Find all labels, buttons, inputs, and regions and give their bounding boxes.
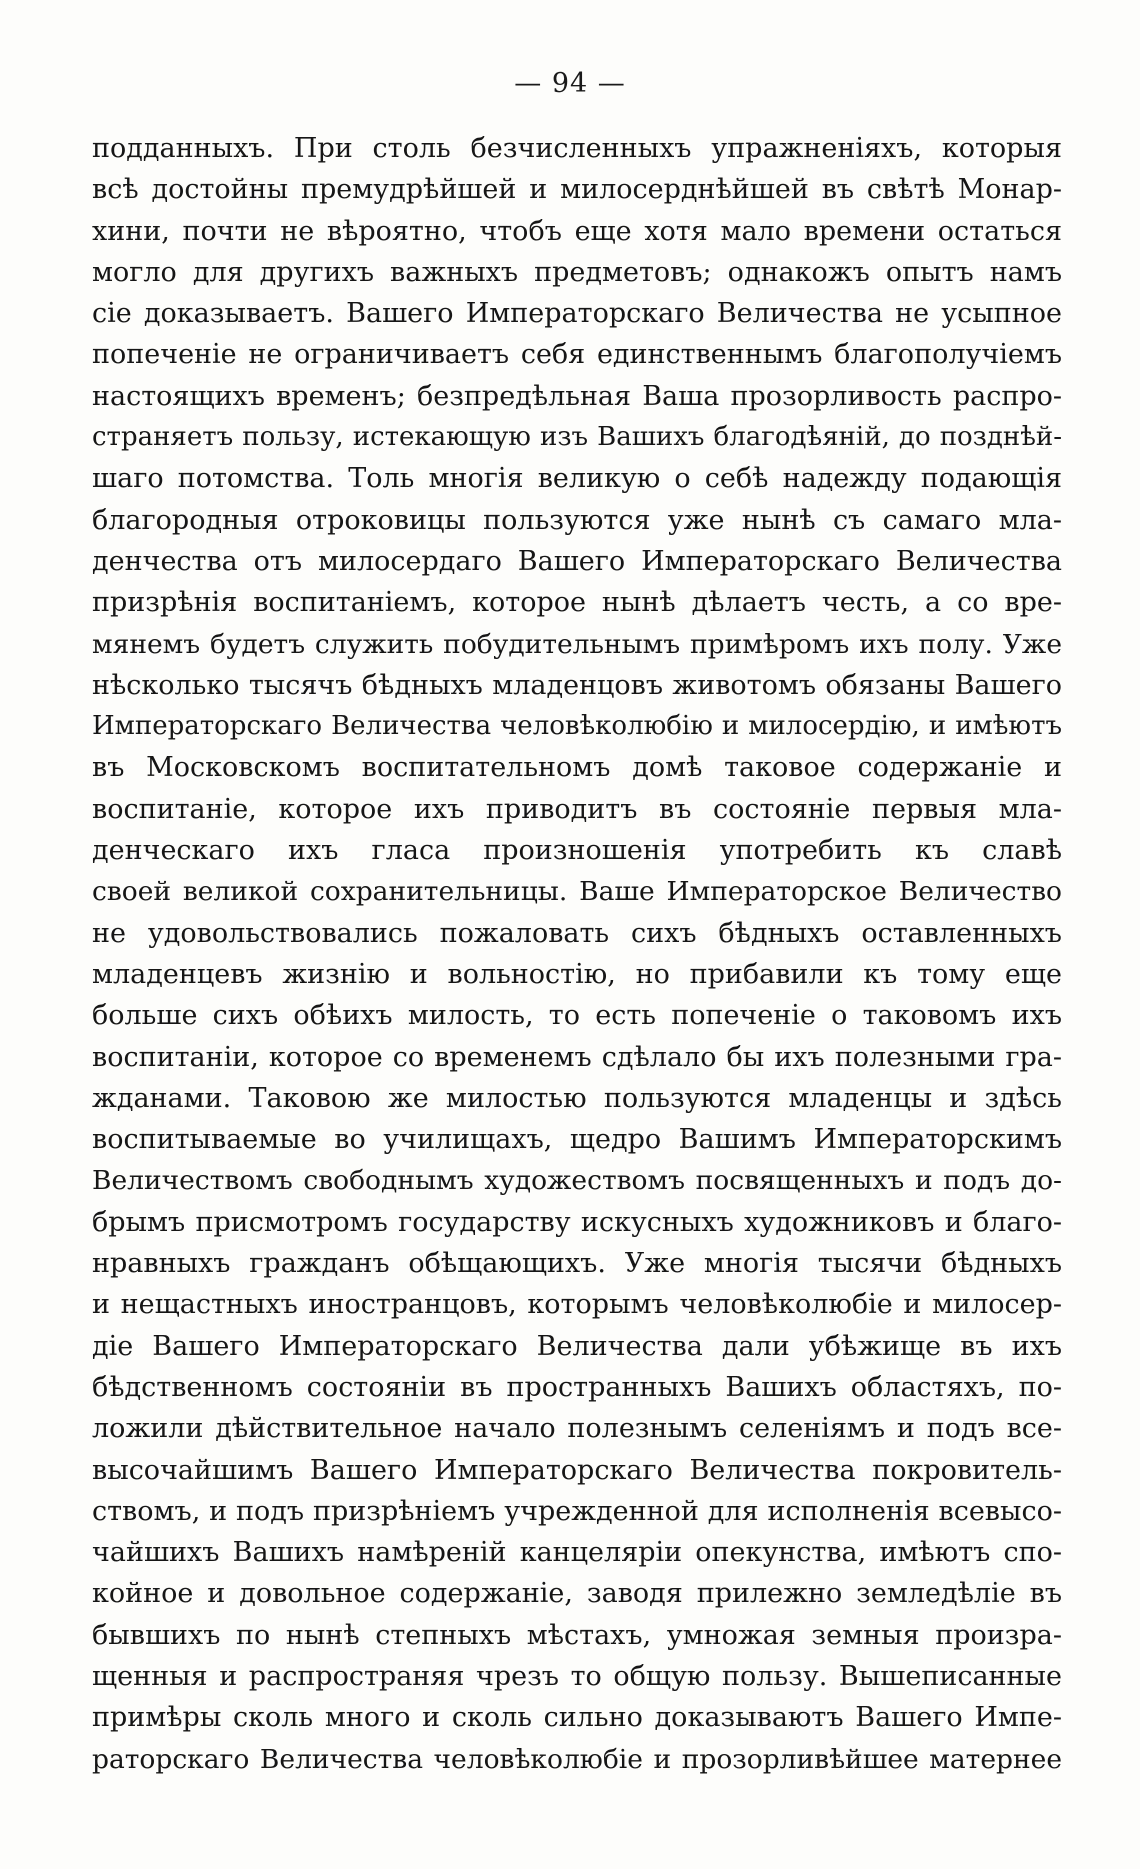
text-line: ствомъ, и подъ призрѣніемъ учрежденной для исполненія всевысо- — [92, 1495, 1062, 1527]
text-line: примѣры сколь много и сколь сильно доказываютъ Вашего Импе- — [92, 1702, 1062, 1734]
text-line: настоящихъ временъ; безпредѣльная Ваша прозорливость распро- — [92, 380, 1062, 412]
text-line: воспитаніе, которое ихъ приводитъ въ состояніе первыя мла- — [92, 793, 1062, 825]
text-line: и нещастныхъ иностранцовъ, которымъ человѣколюбіе и милосер- — [92, 1289, 1062, 1321]
text-line: призрѣнія воспитаніемъ, которое нынѣ дѣлаетъ честь, а со вре- — [92, 587, 1062, 619]
text-line: Величествомъ свободнымъ художествомъ посвященныхъ и подъ до- — [92, 1165, 1062, 1197]
text-line: денчества отъ милосердаго Вашего Императорскаго Величества — [92, 545, 1062, 577]
text-line: своей великой сохранительницы. Ваше Императорское Величество — [92, 876, 1062, 908]
text-line: въ Московскомъ воспитательномъ домѣ таковое содержаніе и — [92, 752, 1062, 784]
text-line: раторскаго Величества человѣколюбіе и прозорливѣйшее матернее — [92, 1743, 1062, 1775]
body-text — [92, 128, 1062, 1780]
text-line: шаго потомства. Толь многія великую о себѣ надежду подающія — [92, 463, 1062, 495]
text-line: воспитаніи, которое со временемъ сдѣлало бы ихъ полезными гра- — [92, 1041, 1062, 1073]
text-line: сіе доказываетъ. Вашего Императорскаго Величества не усыпное — [92, 298, 1062, 330]
page-number: — 94 — — [514, 68, 626, 99]
text-line: нѣсколько тысячъ бѣдныхъ младенцовъ животомъ обязаны Вашего — [92, 669, 1062, 701]
text-line: брымъ присмотромъ государству искусныхъ художниковъ и благо- — [92, 1206, 1062, 1238]
text-line: попеченіе не ограничиваетъ себя единственнымъ благополучіемъ — [92, 339, 1062, 371]
text-line: высочайшимъ Вашего Императорскаго Величества покровитель- — [92, 1454, 1062, 1486]
text-line: мянемъ будетъ служить побудительнымъ примѣромъ ихъ полу. Уже — [92, 628, 1062, 660]
text-line: не удовольствовались пожаловать сихъ бѣдныхъ оставленныхъ — [92, 917, 1062, 949]
text-line: діе Вашего Императорскаго Величества дали убѣжище въ ихъ — [92, 1330, 1062, 1362]
text-line: подданныхъ. При столь безчисленныхъ упражненіяхъ, которыя — [92, 133, 1062, 164]
text-line: нравныхъ гражданъ обѣщающихъ. Уже многія тысячи бѣдныхъ — [92, 1248, 1062, 1280]
text-line: денческаго ихъ гласа произношенія употребить къ славѣ — [92, 835, 1062, 867]
text-line: Императорскаго Величества человѣколюбію и милосердію, и имѣютъ — [92, 711, 1062, 742]
text-line: чайшихъ Вашихъ намѣреній канцеляріи опекунства, имѣютъ спо- — [92, 1537, 1062, 1569]
text-line: воспитываемые во училищахъ, щедро Вашимъ Императорскимъ — [92, 1124, 1062, 1156]
text-line: могло для другихъ важныхъ предметовъ; однакожъ опытъ намъ — [92, 256, 1062, 288]
text-line: койное и довольное содержаніе, заводя прилежно земледѣліе въ — [92, 1578, 1062, 1610]
text-line: страняетъ пользу, истекающую изъ Вашихъ благодѣяній, до позднѣй- — [92, 422, 1062, 453]
text-line: ложили дѣйствительное начало полезнымъ селеніямъ и подъ все- — [92, 1413, 1062, 1445]
text-line: хини, почти не вѣроятно, чтобъ еще хотя мало времени остаться — [92, 215, 1062, 247]
text-line: щенныя и распространяя чрезъ то общую пользу. Вышеписанные — [92, 1660, 1062, 1692]
text-line: больше сихъ обѣихъ милость, то есть попеченіе о таковомъ ихъ — [92, 1000, 1062, 1032]
text-line: бывшихъ по нынѣ степныхъ мѣстахъ, умножая земныя произра- — [92, 1619, 1062, 1651]
text-line: всѣ достойны премудрѣйшей и милосерднѣйшей въ свѣтѣ Монар- — [92, 174, 1062, 206]
text-line: младенцевъ жизнію и вольностію, но прибавили къ тому еще — [92, 958, 1062, 990]
text-line: жданами. Таковою же милостью пользуются младенцы и здѣсь — [92, 1082, 1062, 1114]
text-line: бѣдственномъ состояніи въ пространныхъ Вашихъ областяхъ, по- — [92, 1371, 1062, 1403]
text-line: благородныя отроковицы пользуются уже нынѣ съ самаго мла- — [92, 504, 1062, 536]
